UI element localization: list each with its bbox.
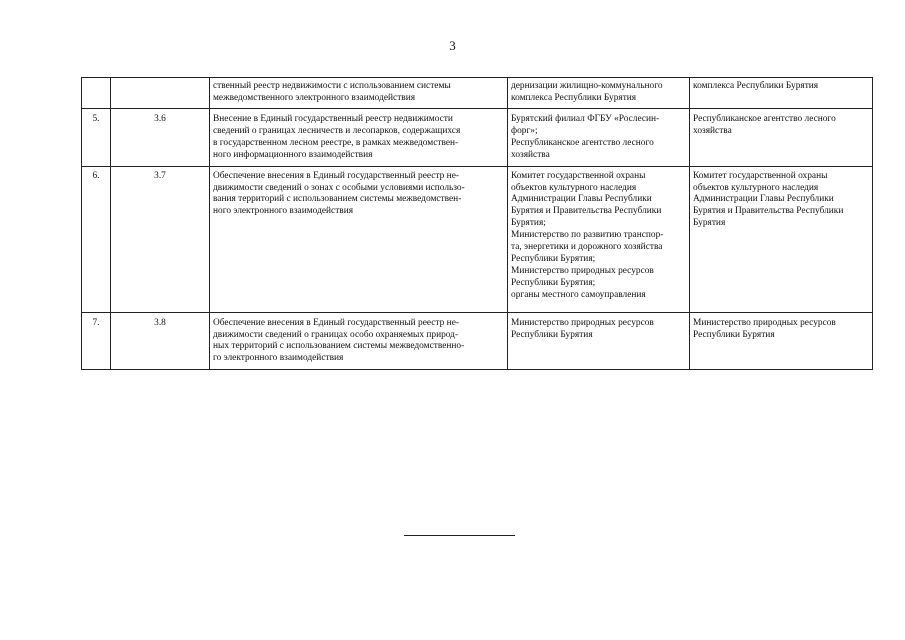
text-line: Министерство природных ресурсов: [511, 317, 654, 328]
text-line: Бурятия: [693, 218, 726, 229]
text-line: движимости сведений о границах особо охраняемых природ-: [213, 329, 459, 340]
executors-cell: [508, 78, 690, 109]
text-line: хозяйства: [693, 125, 732, 136]
text-line: движимости сведений о зонах с особыми условиями использо-: [213, 182, 465, 193]
text-line: Комитет государственной охраны: [693, 170, 828, 181]
measures-table: [81, 77, 873, 370]
text-line: комплекса Республики Бурятия: [511, 92, 637, 103]
footer-divider: [404, 535, 515, 536]
responsible-cell: [690, 78, 873, 109]
text-line: Администрации Главы Республики: [693, 194, 834, 205]
item-code-cell: 3.7: [111, 166, 210, 312]
text-line: Бурятский филиал ФГБУ «Рослесин-: [511, 114, 660, 124]
text-line: Министерство природных ресурсов: [693, 317, 836, 328]
item-code-cell: 3.8: [111, 312, 210, 370]
description-cell: [210, 166, 508, 312]
text-line: Министерство природных ресурсов: [511, 265, 654, 276]
description-cell: [210, 312, 508, 370]
text-line: Обеспечение внесения в Единый государственный реестр не-: [213, 317, 459, 328]
row-number-cell: [82, 78, 111, 109]
row-number-cell: 6.: [82, 166, 111, 312]
description-cell: [210, 109, 508, 167]
text-line: ного информационного взаимодействия: [213, 149, 373, 160]
text-line: Республики Бурятия: [693, 329, 775, 340]
page-number: 3: [449, 38, 456, 53]
text-line: комплекса Республики Бурятия: [693, 81, 819, 91]
text-line: Бурятия;: [511, 218, 546, 229]
text-line: Министерство по развитию транспор-: [511, 230, 664, 241]
text-line: Республиканское агентство лесного: [693, 114, 836, 124]
text-line: объектов культурного наследия: [693, 182, 819, 193]
text-line: Бурятия и Правительства Республики: [511, 206, 662, 217]
text-line: Комитет государственной охраны: [511, 170, 646, 181]
item-code-cell: [111, 78, 210, 109]
text-line: вания территорий с использованием системы межведомствен-: [213, 194, 462, 205]
text-line: сведений о границах лесничеств и лесопарков, содержащихся: [213, 125, 461, 136]
text-line: Республиканское агентство лесного: [511, 137, 654, 148]
responsible-cell: [690, 312, 873, 370]
item-code-cell: 3.6: [111, 109, 210, 167]
table-row-continuation: [82, 78, 873, 109]
text-line: объектов культурного наследия: [511, 182, 637, 193]
text-line: хозяйства: [511, 149, 550, 160]
text-line: Обеспечение внесения в Единый государственный реестр не-: [213, 170, 459, 181]
executors-cell: [508, 109, 690, 167]
text-line: дернизации жилищно-коммунального: [511, 81, 663, 91]
text-line: та, энергетики и дорожного хозяйства: [511, 242, 663, 253]
text-line: форг»;: [511, 125, 538, 136]
executors-cell: [508, 166, 690, 312]
text-line: Республики Бурятия: [511, 329, 593, 340]
text-line: го электронного взаимодействия: [213, 353, 344, 364]
text-line: Республики Бурятия;: [511, 253, 596, 264]
text-line: межведомственного электронного взаимодействия: [213, 92, 416, 103]
text-line: в государственном лесном реестре, в рамках межведомствен-: [213, 137, 459, 148]
text-line: ных территорий с использованием системы межведомственно-: [213, 341, 465, 352]
responsible-cell: [690, 109, 873, 167]
table-row-5: [82, 109, 873, 167]
table-row-6: [82, 166, 873, 312]
text-line: Республики Бурятия;: [511, 277, 596, 288]
description-cell: [210, 78, 508, 109]
text-line: Внесение в Единый государственный реестр недвижимости: [213, 114, 453, 124]
text-line: Администрации Главы Республики: [511, 194, 652, 205]
responsible-cell: [690, 166, 873, 312]
row-number-cell: 5.: [82, 109, 111, 167]
text-line: Бурятия и Правительства Республики: [693, 206, 844, 217]
text-line: ного электронного взаимодействия: [213, 206, 354, 217]
executors-cell: [508, 312, 690, 370]
table-row-7: [82, 312, 873, 370]
text-line: органы местного самоуправления: [511, 289, 646, 300]
text-line: ственный реестр недвижимости с использованием системы: [213, 81, 451, 91]
row-number-cell: 7.: [82, 312, 111, 370]
measures-table-body: [82, 78, 873, 370]
